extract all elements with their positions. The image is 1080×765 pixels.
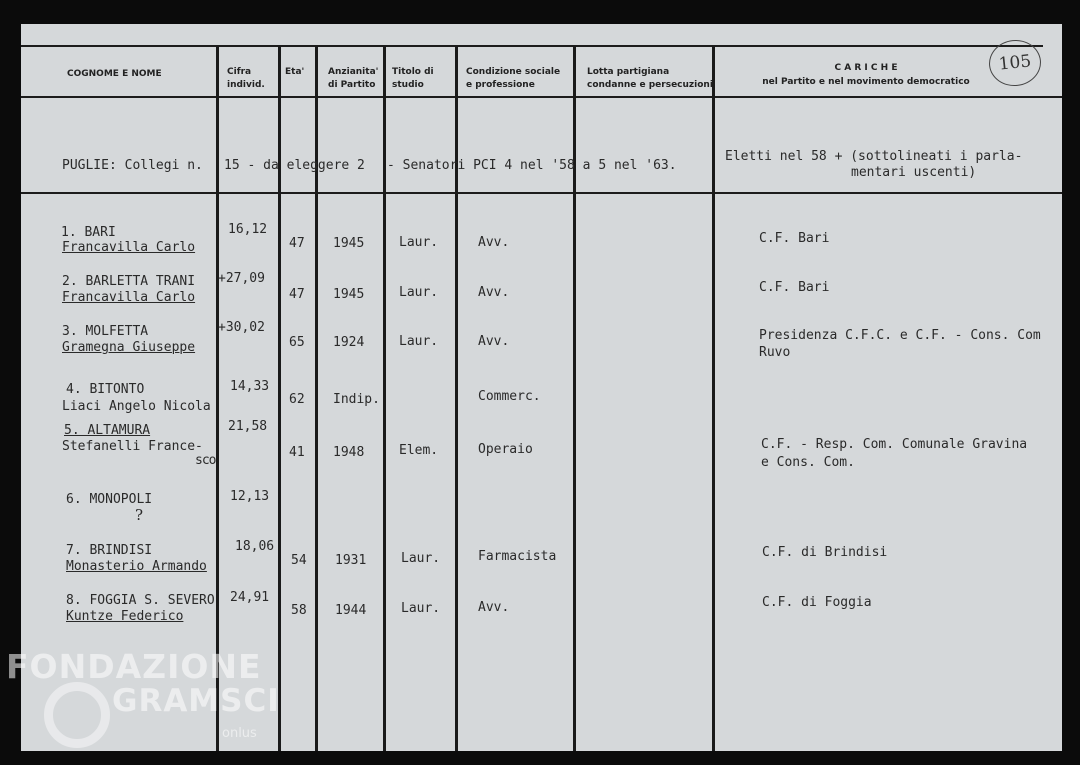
party-seniority: 1931 [335,553,367,568]
age-value: 47 [289,287,305,302]
party-seniority: 1948 [333,445,365,460]
header-cariche-subtitle: nel Partito e nel movimento democratico [762,77,970,87]
profession-value: Avv. [478,600,510,615]
college-label: 6. MONOPOLI [66,492,153,507]
profession-value: Avv. [478,235,510,250]
offices-value: C.F. di Foggia [762,595,872,610]
profession-value: Farmacista [478,549,557,564]
cifra-value: 18,06 [235,539,275,554]
cifra-value: +30,02 [218,320,265,335]
offices-value-continued: e Cons. Com. [761,455,855,470]
cifra-value: 24,91 [230,590,270,605]
college-label: 4. BITONTO [66,382,145,397]
party-seniority: Indip. [333,392,380,407]
offices-value: C.F. di Brindisi [762,545,888,560]
education-value: Laur. [399,235,439,250]
region-line-part3: - Senatori PCI 4 nel '58 a 5 nel '63. [387,158,677,173]
region-line-part5: mentari uscenti) [851,165,977,180]
candidate-name: Francavilla Carlo [62,240,196,255]
candidate-name: Francavilla Carlo [62,290,196,305]
education-value: Laur. [401,551,441,566]
college-label: 3. MOLFETTA [62,324,149,339]
column-divider [573,46,576,751]
candidate-name: Liaci Angelo Nicola [62,399,211,414]
age-value: 58 [291,603,307,618]
college-label: 7. BRINDISI [66,543,153,558]
college-label: 1. BARI [61,225,116,240]
age-value: 62 [289,392,305,407]
age-value: 54 [291,553,307,568]
region-line-part4: Eletti nel 58 + (sottolineati i parla- [725,149,1023,164]
handwritten-page-number: 105 [987,37,1044,88]
offices-value: Presidenza C.F.C. e C.F. - Cons. Com [759,328,1041,343]
profession-value: Commerc. [478,389,541,404]
candidate-name: Kuntze Federico [66,609,184,624]
offices-value: C.F. - Resp. Com. Comunale Gravina [761,437,1028,452]
watermark-line1: FONDAZIONE [6,647,262,686]
watermark-line3: onlus [222,726,257,741]
cifra-value: 12,13 [230,489,270,504]
college-label: 5. ALTAMURA [64,423,151,438]
party-seniority: 1924 [333,335,365,350]
cifra-value: 16,12 [228,222,268,237]
cifra-value: +27,09 [218,271,265,286]
header-condizione: Condizione sociale e professione [466,67,561,90]
party-seniority: 1944 [335,603,367,618]
header-lotta: Lotta partigiana condanne e persecuzioni [587,67,713,90]
profession-value: Avv. [478,285,510,300]
region-rule [21,192,1062,194]
age-value: 65 [289,335,305,350]
column-divider [712,46,715,751]
age-value: 41 [289,445,305,460]
header-name: COGNOME E NOME [67,69,162,79]
header-anzianita: Anzianita' di Partito [328,67,379,90]
candidate-name-continued: sco [195,453,216,468]
header-top-rule [21,45,1043,47]
watermark-line2: GRAMSCI [112,683,280,719]
column-divider [455,46,458,751]
region-line-part2: 15 - da eleggere 2 [224,158,365,173]
candidate-name: Stefanelli France- [62,439,203,454]
college-label: 8. FOGGIA S. SEVERO [66,593,215,608]
region-line-part1: PUGLIE: Collegi n. [62,158,203,173]
offices-value: C.F. Bari [759,280,830,295]
header-titolo: Titolo di studio [392,67,434,90]
college-label: 2. BARLETTA TRANI [62,274,196,289]
header-cifra: Cifra individ. [227,67,265,90]
offices-value: C.F. Bari [759,231,830,246]
column-divider [383,46,386,751]
education-value: Elem. [399,443,439,458]
header-bottom-rule [21,96,1062,98]
archive-sheet [21,24,1062,751]
education-value: Laur. [399,285,439,300]
cifra-value: 14,33 [230,379,270,394]
offices-value-continued: Ruvo [759,345,791,360]
education-value: Laur. [399,334,439,349]
column-divider [278,46,281,751]
column-divider [216,46,219,751]
party-seniority: 1945 [333,287,365,302]
profession-value: Avv. [478,334,510,349]
education-value: Laur. [401,601,441,616]
profession-value: Operaio [478,442,533,457]
candidate-name: Monasterio Armando [66,559,207,574]
candidate-name: Gramegna Giuseppe [62,340,196,355]
age-value: 47 [289,236,305,251]
header-eta: Eta' [285,67,305,77]
fondazione-logo-icon [44,682,110,748]
party-seniority: 1945 [333,236,365,251]
cifra-value: 21,58 [228,419,268,434]
handwritten-question-mark: ? [135,506,144,524]
header-cariche-title: C A R I C H E [834,63,898,73]
column-divider [315,46,318,751]
